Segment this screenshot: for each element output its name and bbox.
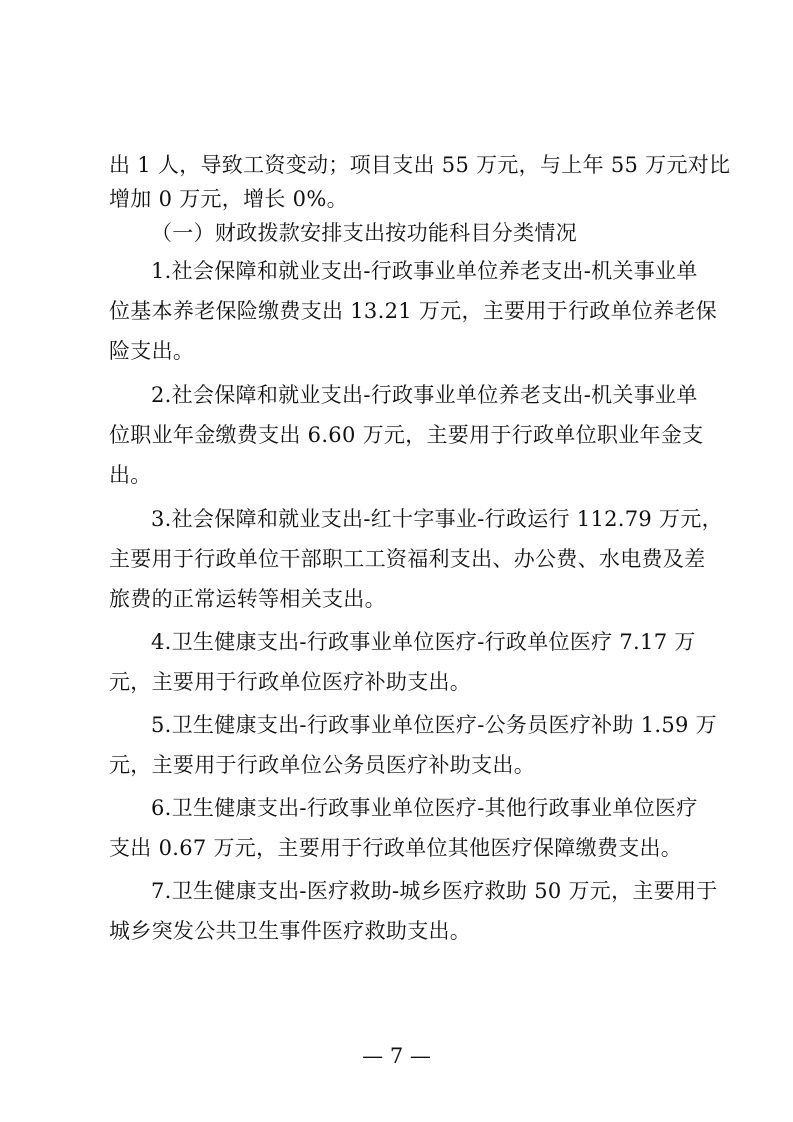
paragraph-line: 支出 0.67 万元，主要用于行政单位其他医疗保障缴费支出。 [109,836,683,860]
paragraph-line: 增加 0 万元，增长 0%。 [109,187,348,211]
paragraph-line: 出 1 人，导致工资变动；项目支出 55 万元，与上年 55 万元对比 [109,153,731,177]
paragraph-line: 1.社会保障和就业支出-行政事业单位养老支出-机关事业单 [151,259,698,283]
paragraph-line: 4.卫生健康支出-行政事业单位医疗-行政单位医疗 7.17 万 [151,630,696,654]
paragraph-line: 位基本养老保险缴费支出 13.21 万元，主要用于行政单位养老保 [109,299,718,323]
paragraph-line: 2.社会保障和就业支出-行政事业单位养老支出-机关事业单 [151,383,698,407]
paragraph-line: 主要用于行政单位干部职工工资福利支出、办公费、水电费及差 [109,547,706,571]
paragraph-line: 城乡突发公共卫生事件医疗救助支出。 [109,919,472,943]
paragraph-line: 旅费的正常运转等相关支出。 [109,587,386,611]
paragraph-line: 3.社会保障和就业支出-红十字事业-行政运行 112.79 万元， [151,507,723,531]
paragraph-line: 5.卫生健康支出-行政事业单位医疗-公务员医疗补助 1.59 万 [151,713,717,737]
paragraph-line: 险支出。 [109,339,195,363]
paragraph-line: 位职业年金缴费支出 6.60 万元，主要用于行政单位职业年金支 [109,423,704,447]
paragraph-line: 6.卫生健康支出-行政事业单位医疗-其他行政事业单位医疗 [151,796,698,820]
paragraph-line: 元，主要用于行政单位公务员医疗补助支出。 [109,753,535,777]
paragraph-line: 出。 [109,463,152,487]
paragraph-line: 7.卫生健康支出-医疗救助-城乡医疗救助 50 万元，主要用于 [151,879,718,903]
paragraph-line: 元，主要用于行政单位医疗补助支出。 [109,670,472,694]
page-number: — 7 — [362,1044,431,1068]
section-heading: （一）财政拨款安排支出按功能科目分类情况 [151,221,577,245]
